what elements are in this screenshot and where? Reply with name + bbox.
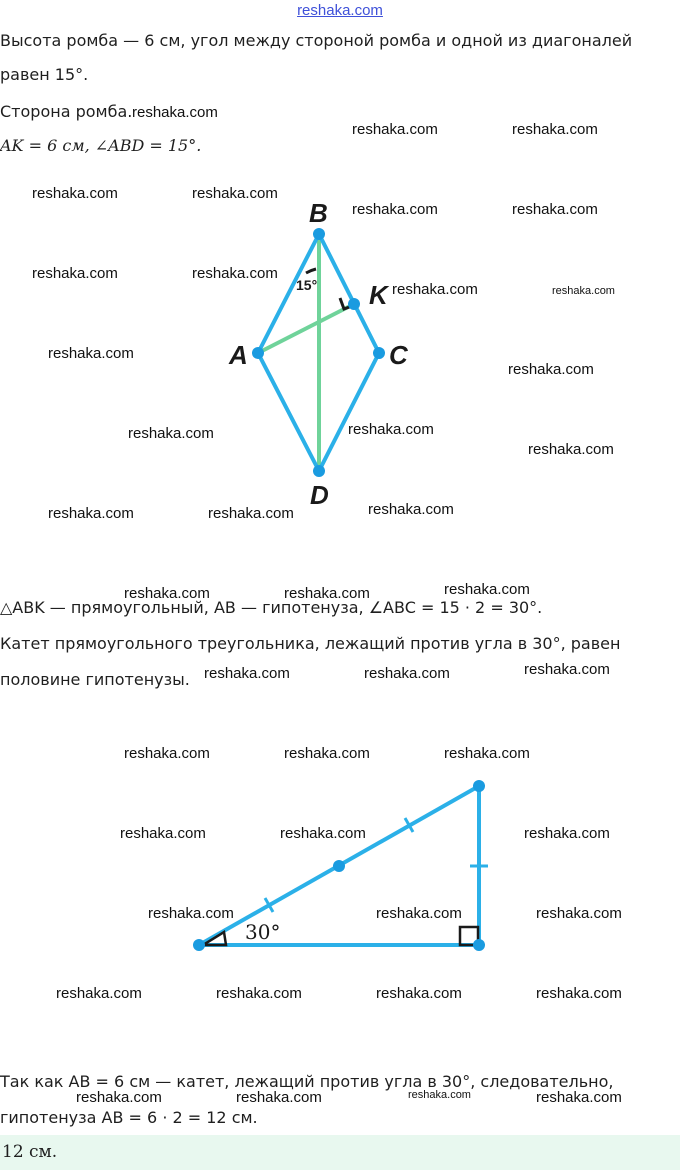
watermark: reshaka.com xyxy=(512,121,598,138)
watermark: reshaka.com xyxy=(124,585,210,602)
watermark: reshaka.com xyxy=(192,265,278,282)
answer-box xyxy=(0,1135,680,1170)
watermark: reshaka.com xyxy=(148,905,234,922)
watermark: reshaka.com xyxy=(376,905,462,922)
answer-text: 12 см. xyxy=(2,1142,58,1162)
watermark: reshaka.com xyxy=(512,201,598,218)
watermark: reshaka.com xyxy=(368,501,454,518)
watermark: reshaka.com xyxy=(284,745,370,762)
watermark: reshaka.com xyxy=(392,281,478,298)
watermark: reshaka.com xyxy=(524,661,610,678)
tri-point-mid xyxy=(333,860,345,872)
label-c: C xyxy=(389,340,408,370)
text-line-2: равен 15°. xyxy=(0,65,89,84)
watermark: reshaka.com xyxy=(376,985,462,1002)
watermark: reshaka.com xyxy=(48,505,134,522)
watermark: reshaka.com xyxy=(124,745,210,762)
text-line-5: △ABK — прямоугольный, AB — гипотенуза, ∠ABC = 15 · 2 = 30°. xyxy=(0,598,543,617)
watermark: reshaka.com xyxy=(364,665,450,682)
text-line-1: Высота ромба — 6 см, угол между стороной ромба и одной из диагоналей xyxy=(0,31,633,50)
text-line-8: Так как AB = 6 см — катет, лежащий против угла в 30°, следовательно, xyxy=(0,1072,614,1091)
watermark: reshaka.com xyxy=(352,121,438,138)
watermark: reshaka.com xyxy=(508,361,594,378)
watermark: reshaka.com xyxy=(352,201,438,218)
tri-point-right xyxy=(473,939,485,951)
text-line-9: гипотенуза AB = 6 · 2 = 12 см. xyxy=(0,1108,258,1127)
watermark: reshaka.com xyxy=(528,441,614,458)
tri-point-top xyxy=(473,780,485,792)
label-d: D xyxy=(310,480,329,510)
site-link[interactable]: reshaka.com xyxy=(297,2,383,19)
watermark: reshaka.com xyxy=(132,104,218,121)
watermark: reshaka.com xyxy=(192,185,278,202)
watermark: reshaka.com xyxy=(236,1089,322,1106)
watermark: reshaka.com xyxy=(444,745,530,762)
label-b: B xyxy=(309,198,328,228)
text-line-4: AK = 6 см, ∠ABD = 15°. xyxy=(0,136,202,155)
watermark: reshaka.com xyxy=(408,1089,471,1101)
watermark: reshaka.com xyxy=(444,581,530,598)
watermark: reshaka.com xyxy=(536,985,622,1002)
watermark: reshaka.com xyxy=(284,585,370,602)
watermark: reshaka.com xyxy=(120,825,206,842)
watermark: reshaka.com xyxy=(56,985,142,1002)
watermark: reshaka.com xyxy=(280,825,366,842)
angle-label-30: 30° xyxy=(245,920,281,944)
watermark: reshaka.com xyxy=(536,905,622,922)
label-a: A xyxy=(229,340,248,370)
watermark: reshaka.com xyxy=(552,285,615,297)
tri-point-a xyxy=(193,939,205,951)
label-k: K xyxy=(369,280,388,310)
watermark: reshaka.com xyxy=(216,985,302,1002)
watermark: reshaka.com xyxy=(76,1089,162,1106)
watermark: reshaka.com xyxy=(524,825,610,842)
watermark: reshaka.com xyxy=(32,265,118,282)
watermark: reshaka.com xyxy=(536,1089,622,1106)
text-line-3: Сторона ромба. xyxy=(0,102,133,121)
watermark: reshaka.com xyxy=(348,421,434,438)
watermark: reshaka.com xyxy=(208,505,294,522)
text-line-6: Катет прямоугольного треугольника, лежащий против угла в 30°, равен xyxy=(0,634,621,653)
angle-label-15: 15° xyxy=(296,277,318,293)
watermark: reshaka.com xyxy=(128,425,214,442)
text-line-7: половине гипотенузы. xyxy=(0,670,190,689)
watermark: reshaka.com xyxy=(32,185,118,202)
watermark: reshaka.com xyxy=(48,345,134,362)
watermark: reshaka.com xyxy=(204,665,290,682)
